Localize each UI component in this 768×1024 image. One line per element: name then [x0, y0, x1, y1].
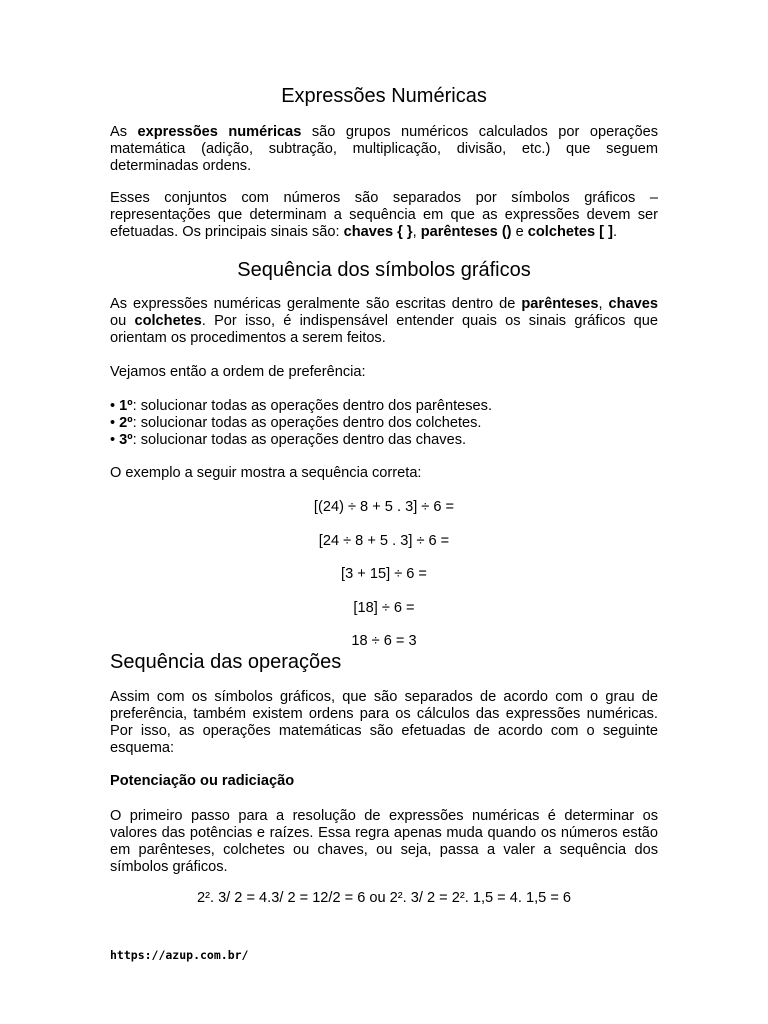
bullet-icon: •	[110, 432, 120, 448]
symbols-paragraph-2: Vejamos então a ordem de preferência:	[110, 364, 366, 380]
list-item	[110, 415, 481, 432]
calculation-step: [18] ÷ 6 =	[353, 600, 415, 616]
bold-term: colchetes [ ]	[527, 224, 613, 240]
bold-term: expressões numéricas	[137, 124, 302, 140]
text-run: Esses conjuntos com números são separados por símbolos gráficos – representações que determinam a sequência em que as expressões devem ser efetuadas. Os principais sinais são:	[110, 190, 658, 240]
bullet-text: : solucionar todas as operações dentro dos colchetes.	[132, 415, 482, 431]
bullet-number: 3º	[119, 432, 133, 448]
operations-paragraph-2: O primeiro passo para a resolução de expressões numéricas é determinar os valores das potências e raízes. Essa regra apenas muda quando os números estão em parênteses, colchetes ou chaves, ou seja, passa a valer a sequência dos símbolos gráficos.	[110, 808, 658, 875]
page-title: Expressões Numéricas	[281, 85, 487, 107]
bold-term: parênteses ()	[420, 224, 512, 240]
bold-term: chaves { }	[343, 224, 413, 240]
list-item	[110, 432, 466, 449]
formula-line: 2². 3/ 2 = 4.3/ 2 = 12/2 = 6 ou 2². 3/ 2 = 2². 1,5 = 4. 1,5 = 6	[196, 890, 572, 906]
calculation-step: [3 + 15] ÷ 6 =	[341, 566, 427, 582]
bullet-text: : solucionar todas as operações dentro das chaves.	[132, 432, 467, 448]
symbols-paragraph-1	[110, 296, 658, 347]
section-heading-symbols: Sequência dos símbolos gráficos	[237, 259, 531, 281]
intro-paragraph-2	[110, 190, 658, 241]
text-run: .	[612, 224, 617, 240]
bold-term: colchetes	[134, 313, 202, 329]
symbols-paragraph-3: O exemplo a seguir mostra a sequência correta:	[110, 465, 422, 481]
bold-term: chaves	[608, 296, 659, 312]
text-run: . Por isso, é indispensável entender quais os sinais gráficos que orientam os procedimentos a serem feitos.	[110, 313, 658, 346]
text-run: e	[511, 224, 528, 240]
footer-url: https://azup.com.br/	[110, 948, 249, 962]
text-run: As expressões numéricas geralmente são escritas dentro de	[110, 296, 522, 312]
intro-paragraph-1	[110, 124, 658, 175]
bullet-number: 2º	[119, 415, 133, 431]
subheading-potenciacao: Potenciação ou radiciação	[110, 773, 295, 789]
calculation-step: [24 ÷ 8 + 5 . 3] ÷ 6 =	[318, 533, 450, 549]
bullet-icon: •	[110, 398, 120, 414]
text-run: são grupos numéricos calculados por operações matemática (adição, subtração, multiplicação, divisão, etc.) que seguem determinadas ordens.	[110, 124, 658, 174]
bullet-icon: •	[110, 415, 120, 431]
bullet-text: : solucionar todas as operações dentro dos parênteses.	[132, 398, 493, 414]
operations-paragraph-1: Assim com os símbolos gráficos, que são separados de acordo com o grau de preferência, também existem ordens para os cálculos das expressões numéricas. Por isso, as operações matemáticas são efetuadas de acordo com o seguinte esquema:	[110, 689, 658, 756]
bold-term: parênteses	[521, 296, 599, 312]
text-run: ou	[110, 313, 135, 329]
list-item	[110, 398, 492, 415]
calculation-step: [(24) ÷ 8 + 5 . 3] ÷ 6 =	[313, 499, 455, 515]
calculation-step: 18 ÷ 6 = 3	[351, 633, 417, 649]
bullet-number: 1º	[119, 398, 133, 414]
section-heading-operations: Sequência das operações	[110, 651, 342, 673]
text-run: ,	[598, 296, 609, 312]
text-run: As	[110, 124, 138, 140]
text-run: ,	[412, 224, 421, 240]
